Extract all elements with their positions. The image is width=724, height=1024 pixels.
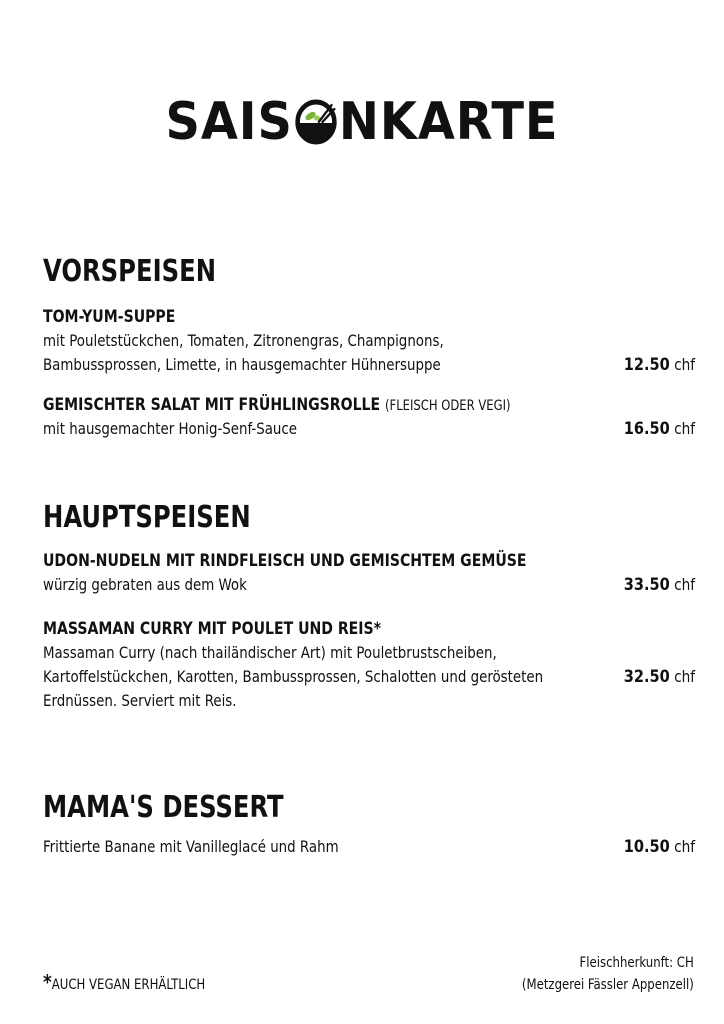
item-name-text: MASSAMAN CURRY MIT POULET UND REIS* — [43, 619, 382, 639]
item-description: mit hausgemachter Honig-Senf-Sauce — [43, 419, 298, 438]
bowl-with-chopsticks-icon — [295, 98, 337, 144]
item-price — [624, 417, 695, 441]
price-amount: 16.50 — [623, 419, 670, 439]
price-currency: chf — [673, 355, 695, 374]
item-name — [43, 619, 643, 639]
section-vorspeisen — [43, 254, 695, 441]
title-part-2: NKARTE — [338, 92, 559, 152]
price-currency: chf — [673, 575, 695, 594]
price-amount: 33.50 — [623, 575, 670, 595]
price-amount: 12.50 — [623, 355, 670, 375]
item-description: mit Pouletstückchen, Tomaten, Zitronengras, Champignons, Bambussprossen, Limette, in hausgemachter Hühnersuppe — [43, 331, 444, 374]
item-name — [43, 395, 643, 415]
section-heading: MAMA'S DESSERT — [43, 790, 284, 825]
footnote-asterisk: * — [43, 970, 52, 994]
item-price — [624, 353, 695, 377]
item-description: Massaman Curry (nach thailändischer Art) mit Pouletbrustscheiben, Kartoffelstückchen, Karotten, Bambussprossen, Schalotten und gerösteten Erdnüssen. Serviert mit Reis. — [43, 643, 544, 710]
item-price — [624, 665, 695, 689]
item-price — [624, 835, 695, 859]
price-amount: 32.50 — [623, 667, 670, 687]
item-price — [624, 573, 695, 597]
item-name-text: UDON-NUDELN MIT RINDFLEISCH UND GEMISCHTEM GEMÜSE — [43, 551, 527, 571]
item-name-text: TOM-YUM-SUPPE — [43, 307, 176, 327]
item-note: (FLEISCH ODER VEGI) — [385, 398, 511, 414]
origin-line-2: (Metzgerei Fässler Appenzell) — [522, 977, 694, 993]
section-heading: VORSPEISEN — [43, 254, 217, 289]
title-part-1: SAIS — [165, 92, 293, 152]
footnote-text: AUCH VEGAN ERHÄLTLICH — [51, 977, 206, 993]
menu-item — [43, 395, 695, 441]
section-dessert — [43, 790, 695, 859]
item-description: würzig gebraten aus dem Wok — [43, 575, 247, 594]
price-currency: chf — [673, 667, 695, 686]
menu-title — [29, 92, 695, 152]
vegan-footnote — [43, 970, 205, 994]
item-name — [43, 551, 643, 571]
meat-origin-note — [522, 952, 694, 996]
price-currency: chf — [673, 837, 695, 856]
item-name-text: GEMISCHTER SALAT MIT FRÜHLINGSROLLE — [43, 395, 381, 415]
menu-item — [43, 307, 695, 377]
section-heading: HAUPTSPEISEN — [43, 500, 251, 535]
price-amount: 10.50 — [623, 837, 670, 857]
price-currency: chf — [673, 419, 695, 438]
item-description: Frittierte Banane mit Vanilleglacé und Rahm — [43, 837, 339, 856]
item-name — [43, 307, 643, 327]
menu-item — [43, 551, 695, 597]
origin-line-1: Fleischherkunft: CH — [579, 955, 694, 971]
section-hauptspeisen — [43, 500, 695, 713]
menu-item — [43, 619, 695, 713]
menu-item — [43, 835, 695, 859]
